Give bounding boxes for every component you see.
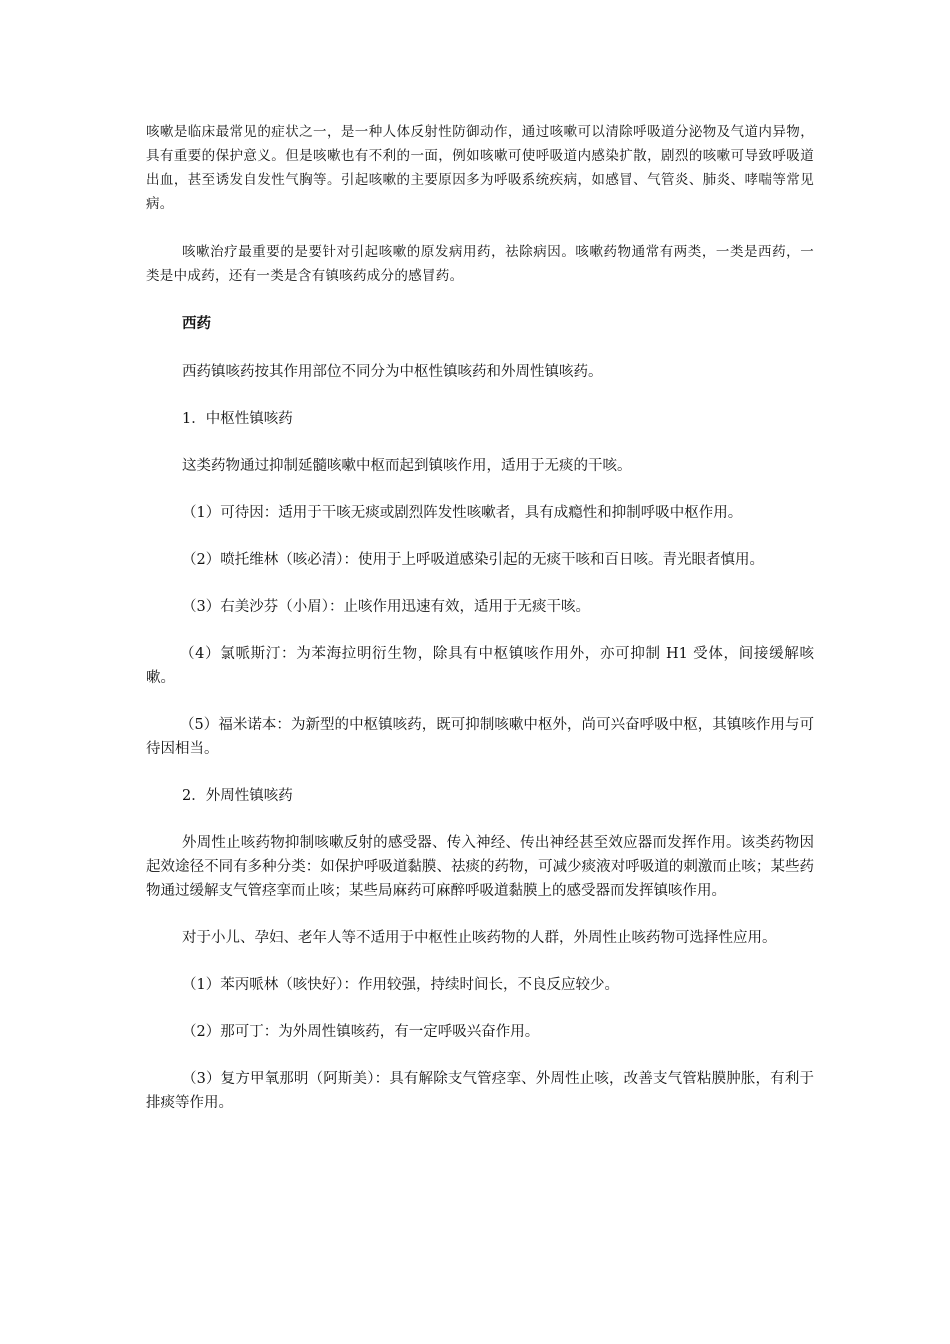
list-item-methoxyphenamine-compound: （3）复方甲氧那明（阿斯美）：具有解除支气管痉挛、外周性止咳，改善支气管粘膜肿胀，有利于排痰等作用。 bbox=[146, 1071, 814, 1111]
document-body bbox=[146, 120, 814, 1115]
list-item-fominoben: （5）福米诺本：为新型的中枢镇咳药，既可抑制咳嗽中枢外，尚可兴奋呼吸中枢，其镇咳作用与可待因相当。 bbox=[146, 717, 814, 757]
paragraph-special-populations: 对于小儿、孕妇、老年人等不适用于中枢性止咳药物的人群，外周性止咳药物可选择性应用。 bbox=[182, 930, 777, 946]
paragraph-intro: 咳嗽是临床最常见的症状之一，是一种人体反射性防御动作，通过咳嗽可以清除呼吸道分泌物及气道内异物，具有重要的保护意义。但是咳嗽也有不利的一面，例如咳嗽可使呼吸道内感染扩散，剧烈的咳嗽可导致呼吸道出血，甚至诱发自发性气胸等。引起咳嗽的主要原因多为呼吸系统疾病，如感冒、气管炎、肺炎、哮喘等常见病。 bbox=[146, 124, 814, 212]
subheading-peripheral-antitussives: 2．外周性镇咳药 bbox=[182, 788, 293, 804]
list-item-noscapine: （2）那可丁：为外周性镇咳药，有一定呼吸兴奋作用。 bbox=[182, 1024, 540, 1040]
section-heading-western-medicine: 西药 bbox=[182, 315, 211, 332]
list-item-codeine: （1）可待因：适用于干咳无痰或剧烈阵发性咳嗽者，具有成瘾性和抑制呼吸中枢作用。 bbox=[182, 505, 743, 521]
paragraph-peripheral-antitussives: 外周性止咳药物抑制咳嗽反射的感受器、传入神经、传出神经甚至效应器而发挥作用。该类药物因起效途径不同有多种分类：如保护呼吸道黏膜、祛痰的药物，可减少痰液对呼吸道的刺激而止咳；某些药物通过缓解支气管痉挛而止咳；某些局麻药可麻醉呼吸道黏膜上的感受器而发挥镇咳作用。 bbox=[146, 835, 814, 899]
list-item-dextromethorphan: （3）右美沙芬（小眉）：止咳作用迅速有效，适用于无痰干咳。 bbox=[182, 599, 590, 615]
list-item-benproperine: （1）苯丙哌林（咳快好）：作用较强，持续时间长，不良反应较少。 bbox=[182, 977, 619, 993]
subheading-central-antitussives: 1．中枢性镇咳药 bbox=[182, 411, 293, 427]
list-item-pentoxyverine: （2）喷托维林（咳必清）：使用于上呼吸道感染引起的无痰干咳和百日咳。青光眼者慎用。 bbox=[182, 552, 764, 568]
list-item-cloperastine: （4）氯哌斯汀：为苯海拉明衍生物，除具有中枢镇咳作用外，亦可抑制 H1 受体，间接缓解咳嗽。 bbox=[146, 646, 814, 686]
paragraph-western-medicine-classification: 西药镇咳药按其作用部位不同分为中枢性镇咳药和外周性镇咳药。 bbox=[182, 364, 603, 380]
paragraph-central-antitussives: 这类药物通过抑制延髓咳嗽中枢而起到镇咳作用，适用于无痰的干咳。 bbox=[182, 458, 632, 474]
paragraph-treatment-overview: 咳嗽治疗最重要的是要针对引起咳嗽的原发病用药，祛除病因。咳嗽药物通常有两类，一类是西药，一类是中成药，还有一类是含有镇咳药成分的感冒药。 bbox=[146, 244, 814, 284]
